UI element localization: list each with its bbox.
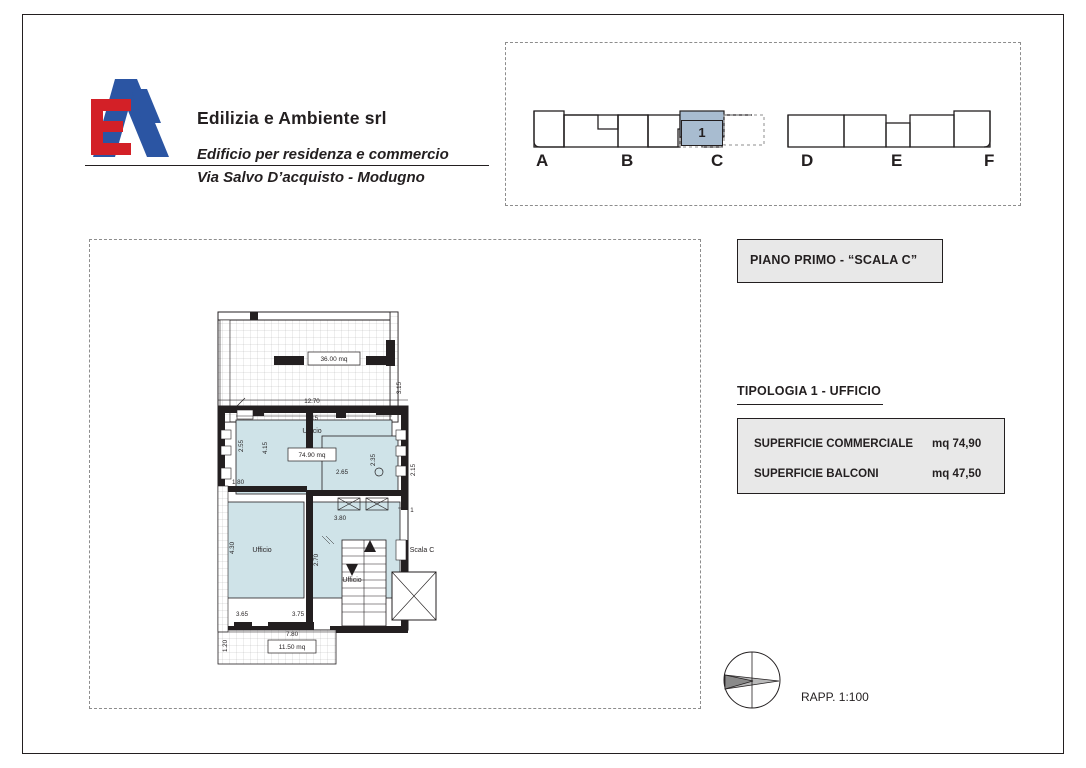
building-address: Via Salvo D’acquisto - Modugno: [197, 169, 425, 186]
floor-label-box: [737, 239, 943, 283]
dim-3-15: 3.15: [396, 381, 403, 395]
dim-2-65: 2.65: [335, 469, 349, 476]
dim-12-70: 12.70: [304, 398, 320, 405]
surface-balcony-value: mq 47,50: [932, 468, 982, 480]
typology-label: TIPOLOGIA 1 - UFFICIO: [737, 384, 882, 398]
dim-2-35: 2.35: [370, 453, 377, 467]
room-label-ufficio-2: Ufficio: [252, 547, 272, 554]
dim-7-80: 7.80: [285, 631, 299, 638]
typology-underline: [737, 404, 883, 405]
keyplan-block-d: D: [801, 151, 814, 170]
surface-table: [737, 418, 1005, 494]
dim-3-65: 3.65: [235, 611, 249, 618]
floor-plan-drawing: [90, 240, 700, 708]
dim-2-70: 2.70: [313, 553, 320, 567]
dim-1-20: 1.20: [222, 639, 229, 653]
dim-3-80: 3.80: [333, 515, 347, 522]
drawing-sheet: [22, 14, 1064, 754]
key-plan-letters: [506, 151, 1020, 175]
dim-1: 1: [410, 507, 414, 514]
room-label-ufficio-3: Ufficio: [342, 577, 362, 584]
company-name: Edilizia e Ambiente srl: [197, 108, 387, 128]
keyplan-block-f: F: [984, 151, 995, 170]
floor-label-text: PIANO PRIMO - “SCALA C”: [750, 253, 918, 267]
dim-2-15: 2.15: [410, 463, 417, 477]
scale-ratio-label: RAPP. 1:100: [801, 690, 869, 704]
dim-3-75: 3.75: [291, 611, 305, 618]
north-arrow-icon: [717, 645, 787, 715]
title-divider: [85, 165, 489, 166]
keyplan-block-a: A: [536, 151, 549, 170]
keyplan-highlight-label: 1: [681, 120, 723, 146]
surface-commercial-label: SUPERFICIE COMMERCIALE: [754, 438, 914, 450]
building-description: Edificio per residenza e commercio: [197, 146, 449, 163]
area-tag-lower: 11.50 mq: [278, 644, 306, 651]
dim-4-15: 4.15: [262, 441, 269, 455]
keyplan-block-b: B: [621, 151, 634, 170]
floor-plan-frame: [89, 239, 701, 709]
dim-4-30: 4.30: [229, 541, 236, 555]
ea-monogram-logo: [85, 77, 171, 159]
area-tag-balcony: 36.00 mq: [320, 356, 348, 363]
title-block: [85, 45, 485, 186]
keyplan-block-e: E: [891, 151, 903, 170]
dim-2-55: 2.55: [238, 439, 245, 453]
key-plan: [505, 42, 1021, 206]
area-tag-main: 74.90 mq: [298, 452, 326, 459]
room-label-scala-c: Scala C: [409, 547, 435, 554]
dim-1-80: 1.80: [231, 479, 245, 486]
surface-balcony-label: SUPERFICIE BALCONI: [754, 468, 879, 480]
surface-commercial-value: mq 74,90: [932, 438, 982, 450]
room-label-ufficio-1: Ufficio: [302, 428, 322, 435]
dim-8-15: 8.15: [305, 415, 319, 422]
keyplan-block-c: C: [711, 151, 724, 170]
